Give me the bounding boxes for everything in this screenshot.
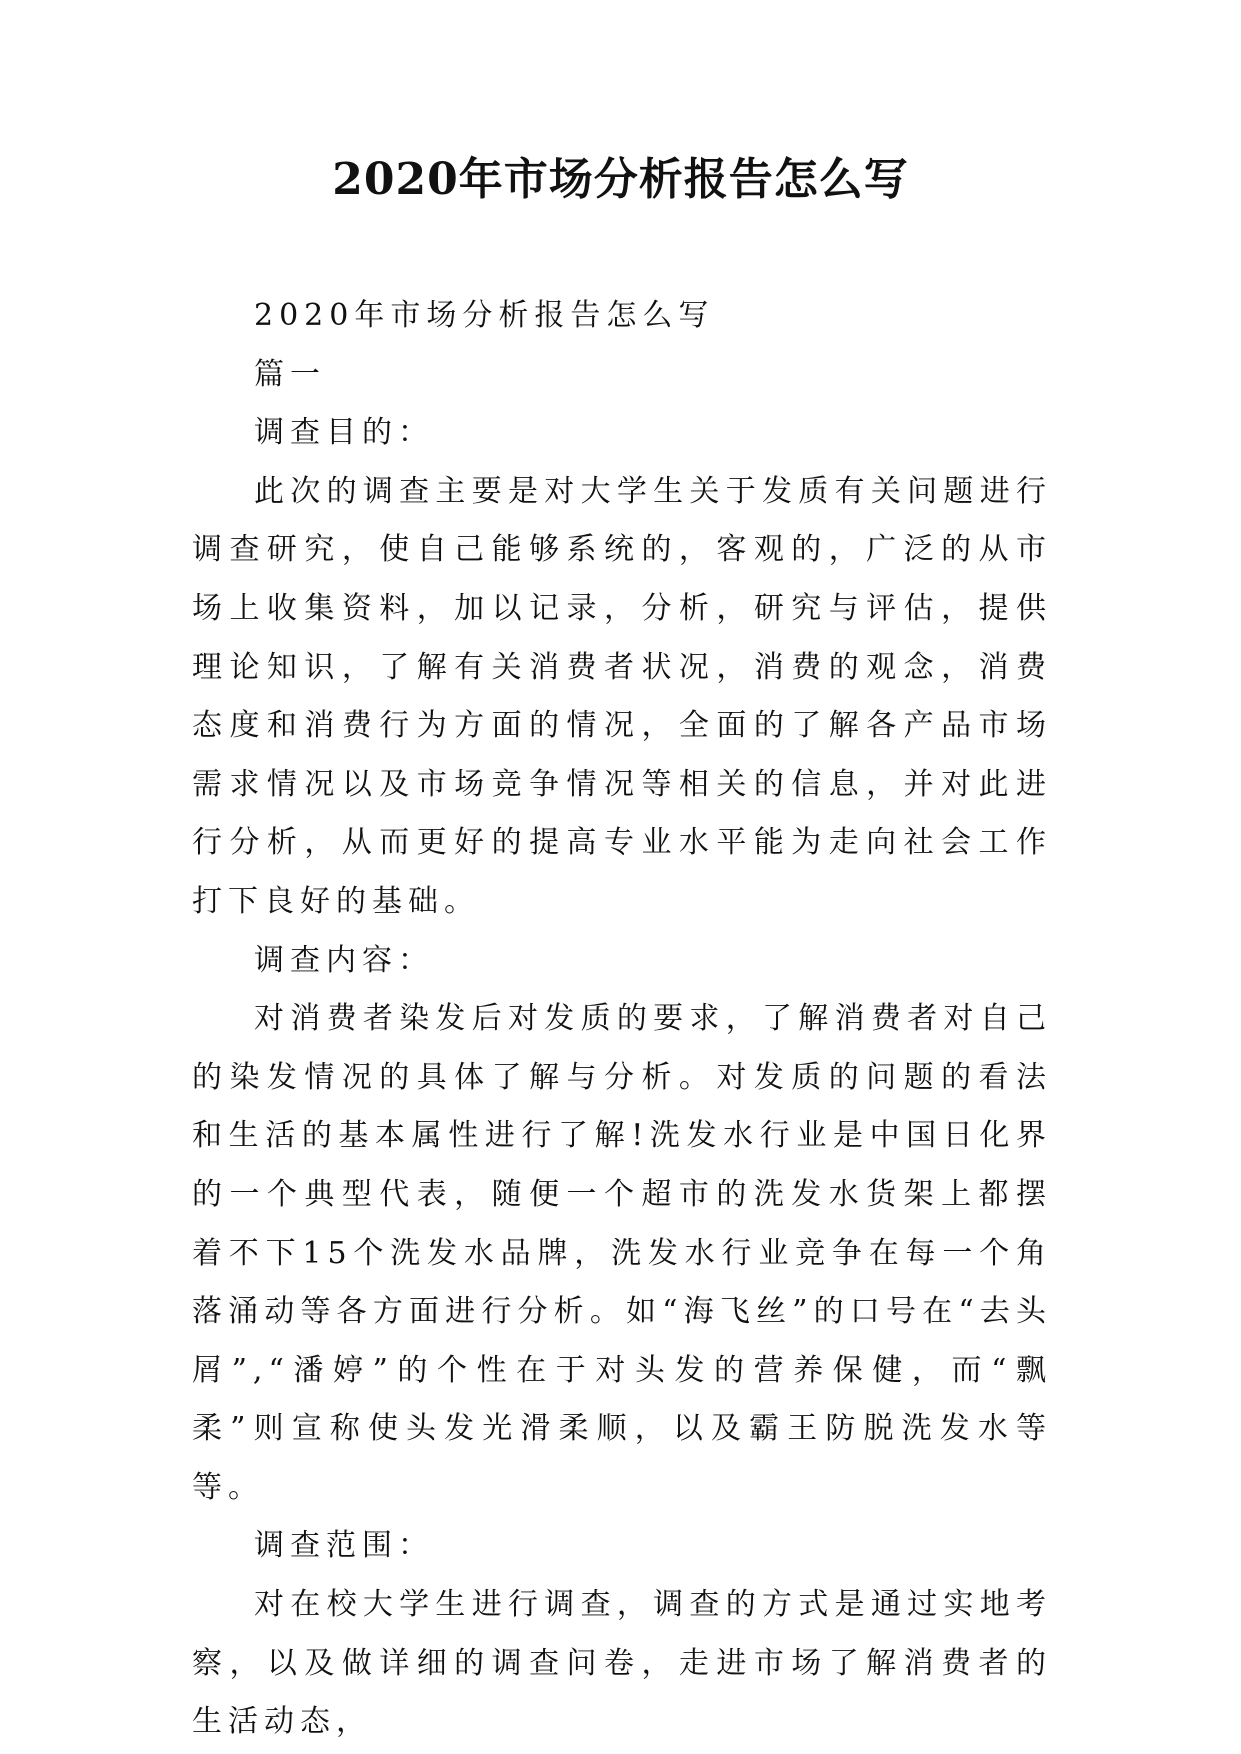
heading-survey-scope: 调查范围： (254, 1528, 434, 1564)
document-body (192, 287, 1052, 1752)
paragraph-survey-scope: 对在校大学生进行调查，调查的方式是通过实地考察，以及做详细的调查问卷，走进市场了解消费者的生活动态， (192, 1587, 1052, 1740)
paragraph-survey-content: 对消费者染发后对发质的要求，了解消费者对自己的染发情况的具体了解与分析。对发质的问题的看法和生活的基本属性进行了解!洗发水行业是中国日化界的一个典型代表，随便一个超市的洗发水货架上都摆着不下15个洗发水品牌，洗发水行业竞争在每一个角落涌动等各方面进行分析。如“海飞丝”的口号在“去头屑”,“潘婷”的个性在于对头发的营养保健，而“飘柔”则宣称使头发光滑柔顺，以及霸王防脱洗发水等等。 (192, 1001, 1052, 1505)
document-title: 2020年市场分析报告怎么写 (332, 154, 909, 205)
paragraph-section-label: 篇一 (254, 356, 326, 392)
paragraph-survey-purpose: 此次的调查主要是对大学生关于发质有关问题进行调查研究，使自己能够系统的，客观的，广泛的从市场上收集资料，加以记录，分析，研究与评估，提供理论知识，了解有关消费者状况，消费的观念，消费态度和消费行为方面的情况，全面的了解各产品市场需求情况以及市场竞争情况等相关的信息，并对此进行分析，从而更好的提高专业水平能为走向社会工作打下良好的基础。 (192, 473, 1052, 919)
paragraph-subtitle: 2020年市场分析报告怎么写 (254, 298, 715, 333)
heading-survey-content: 调查内容： (254, 942, 434, 978)
heading-survey-purpose: 调查目的： (254, 415, 434, 451)
